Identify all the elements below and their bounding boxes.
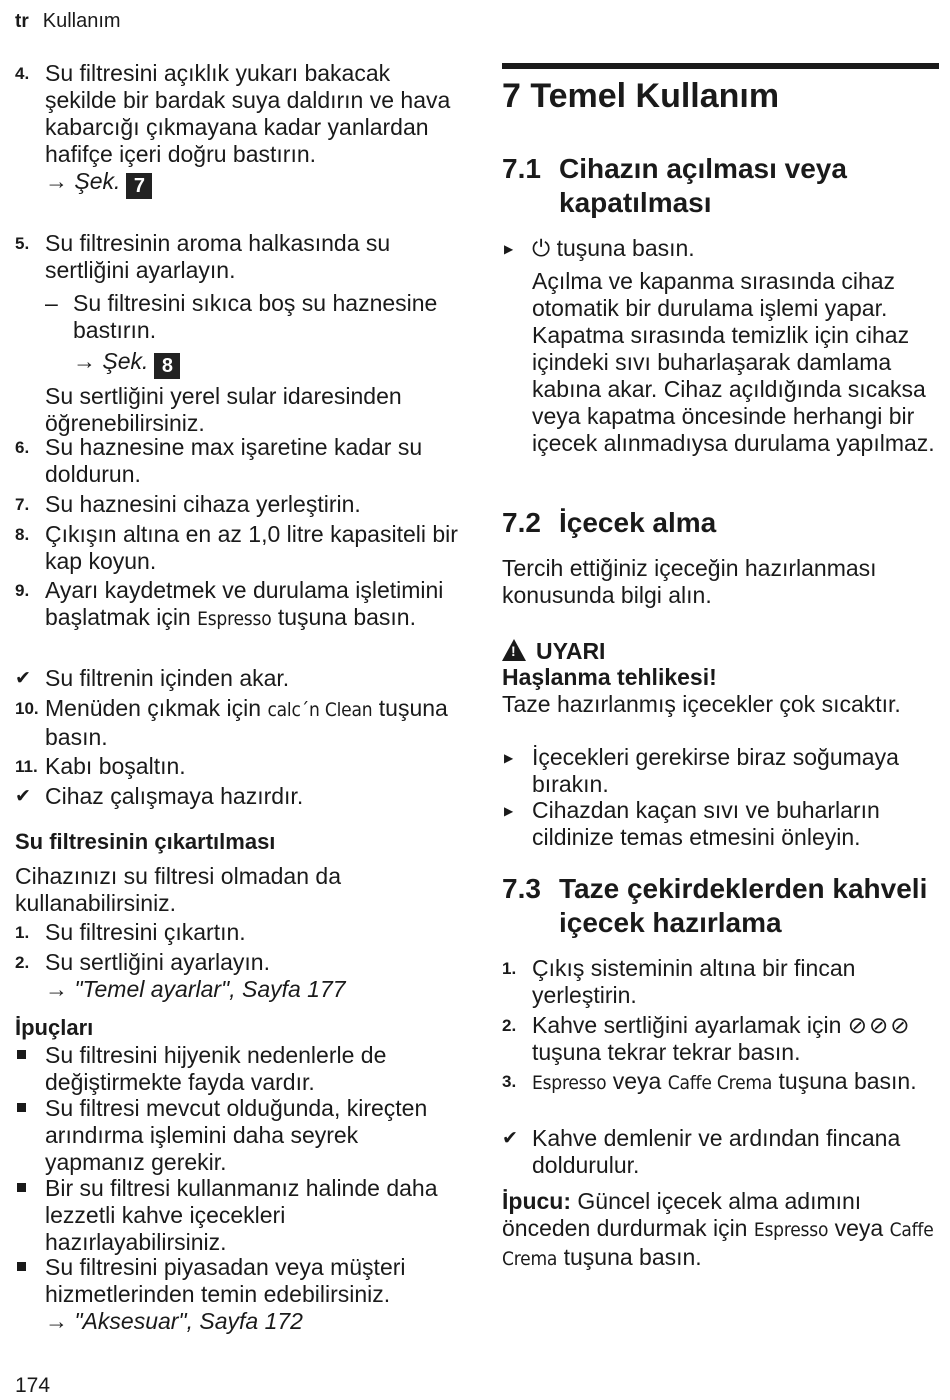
section-number: 7.3 [502, 873, 541, 904]
espresso-key: Espresso [197, 608, 272, 630]
step-text [45, 695, 460, 751]
step-text-b: tuşuna basın. [45, 695, 448, 750]
removal-step-2 [15, 949, 460, 1003]
figure-ref: → Şek. 8 [73, 348, 460, 379]
page-ref-text: "Aksesuar", Sayfa 172 [74, 1308, 303, 1334]
square-bullet-icon [17, 1262, 26, 1271]
step-text-mid: veya [612, 1068, 662, 1094]
section-label: Kullanım [42, 10, 121, 32]
step-number: 7. [15, 495, 30, 514]
step-text-a: Kahve sertliğini ayarlamak için [532, 1012, 842, 1038]
step-10 [15, 695, 460, 751]
step-text: Su filtresinin aroma halkasında su sertliğini ayarlayın. [45, 230, 391, 283]
coffee-step-3 [502, 1068, 942, 1097]
check-icon: ✔ [502, 1128, 518, 1149]
tip-text-a: Güncel içecek alma adımını önceden durdurmak için [502, 1188, 862, 1241]
step-7 [15, 491, 460, 518]
step-9 [15, 577, 460, 633]
figure-badge: 7 [126, 173, 152, 199]
tip-item [15, 1042, 460, 1096]
calc-clean-key: calc´n Clean [267, 699, 373, 721]
coffee-step-2 [502, 1012, 942, 1066]
step-text: Su sertliğini ayarlayın. [45, 949, 270, 975]
tip-item [15, 1254, 460, 1335]
step-text [532, 1068, 942, 1097]
step-11 [15, 753, 460, 780]
filter-removal-intro: Cihazınızı su filtresi olmadan da kullanabilirsiniz. [15, 863, 341, 916]
warning-action [502, 744, 942, 798]
square-bullet-icon [17, 1050, 26, 1059]
section-7-1-heading [502, 152, 942, 220]
step-8 [15, 521, 460, 575]
chapter-title: 7 Temel Kullanım [502, 77, 780, 115]
section-title: Cihazın açılması veya kapatılması [559, 153, 847, 218]
step-text: Su haznesini cihaza yerleştirin. [45, 491, 361, 517]
figure-badge: 8 [154, 353, 180, 379]
step-number: 9. [15, 581, 30, 600]
language-code: tr [15, 11, 29, 32]
coffee-step-1 [502, 955, 942, 1009]
step-note: Su sertliğini yerel sular idaresinden öğrenebilirsiniz. [45, 383, 402, 436]
step-number: 1. [15, 923, 30, 942]
tip-item [15, 1095, 460, 1176]
step-text [45, 577, 460, 633]
warning-action [502, 797, 942, 851]
check-icon: ✔ [15, 668, 31, 689]
section-number: 7.1 [502, 153, 541, 184]
step-number: 3. [502, 1072, 517, 1091]
espresso-key: Espresso [753, 1219, 829, 1241]
warning-title: Haşlanma tehlikesi! [502, 664, 717, 690]
body-text: Açılma ve kapanma sırasında cihaz otomatik bir durulama işlemi yapar. Kapatma sırasında temizlik için cihaz içindeki sıvı buharlaşarak damlama kabına akar. Cihaz açıldığında sıcaksa veya kapatma öncesinde herhangi bir içecek alınmadıysa durulama yapılmaz. [532, 268, 935, 456]
step-number: 2. [502, 1016, 517, 1035]
triangle-bullet-icon: ▶ [504, 242, 514, 256]
sub-step-text: Su filtresini sıkıca boş su haznesine bastırın. [73, 290, 438, 343]
step-5 [15, 230, 460, 437]
check-icon: ✔ [15, 786, 31, 807]
tip-text-mid: veya [834, 1215, 884, 1241]
power-icon: ⏻ [532, 235, 551, 261]
filter-removal-heading: Su filtresinin çıkartılması [15, 829, 276, 854]
step-number: 10. [15, 699, 39, 718]
step-text [532, 1012, 942, 1066]
espresso-key: Espresso [532, 1072, 607, 1094]
result-1 [15, 665, 460, 692]
step-text-a: Menüden çıkmak için [45, 695, 262, 721]
step-text: Çıkış sisteminin altına bir fincan yerleştirin. [532, 955, 856, 1008]
section-7-2-body: Tercih ettiğiniz içeceğin hazırlanması konusunda bilgi alın. [502, 555, 877, 608]
step-4 [15, 60, 460, 199]
triangle-bullet-icon: ▶ [504, 804, 514, 818]
step-text: Su haznesine max işaretine kadar su doldurun. [45, 434, 423, 487]
step-6 [15, 434, 460, 488]
page-ref: → "Aksesuar", Sayfa 172 [45, 1308, 303, 1334]
dash-bullet: – [45, 290, 58, 316]
tips-heading: İpuçları [15, 1015, 94, 1040]
square-bullet-icon [17, 1183, 26, 1192]
step-number: 5. [15, 234, 30, 253]
warning-label [502, 638, 605, 665]
step-text-a: Ayarı kaydetmek ve durulama işletimini başlatmak için [45, 577, 444, 630]
section-number: 7.2 [502, 507, 541, 538]
step-number: 6. [15, 438, 30, 457]
page-header [15, 9, 121, 34]
action-text: İçecekleri gerekirse biraz soğumaya bırakın. [532, 744, 899, 797]
chapter-rule [502, 63, 939, 69]
warning-label-text: UYARI [536, 638, 606, 664]
step-text: Çıkışın altına en az 1,0 litre kapasiteli bir kap koyun. [45, 521, 458, 574]
step-number: 8. [15, 525, 30, 544]
page-ref: → "Temel ayarlar", Sayfa 177 [45, 976, 346, 1002]
tip-text: Su filtresini piyasadan veya müşteri hizmetlerinden temin edebilirsiniz. [45, 1254, 406, 1307]
section-7-2-heading [502, 506, 942, 540]
result-text: Kahve demlenir ve ardından fincana doldurulur. [532, 1125, 901, 1178]
section-7-1-body [502, 268, 942, 457]
step-number: 11. [15, 757, 38, 776]
step-number: 4. [15, 64, 30, 83]
coffee-result [502, 1125, 942, 1179]
page-number: 174 [15, 1374, 51, 1397]
tip-label: İpucu: [502, 1188, 571, 1214]
result-2 [15, 783, 460, 810]
tip-paragraph [502, 1188, 942, 1273]
step-number: 1. [502, 959, 517, 978]
square-bullet-icon [17, 1103, 26, 1112]
bean-strength-icon: ⊘⊘⊘ [847, 1012, 912, 1038]
triangle-bullet-icon: ▶ [504, 751, 514, 765]
step-text: Kabı boşaltın. [45, 753, 186, 779]
result-text: Su filtrenin içinden akar. [45, 665, 290, 691]
step-text-b: tuşuna tekrar tekrar basın. [532, 1039, 801, 1065]
step-text: Su filtresini açıklık yukarı bakacak şekilde bir bardak suya daldırın ve hava kabarcığı çıkmayana kadar yanlardan hafifçe içeri doğru bastırın. [45, 60, 451, 167]
step-number: 2. [15, 953, 30, 972]
tip-text-b: tuşuna basın. [563, 1244, 702, 1270]
warning-body: Taze hazırlanmış içecekler çok sıcaktır. [502, 691, 901, 717]
section-title: Taze çekirdeklerden kahveli içecek hazırlama [559, 873, 928, 938]
figure-ref-label: Şek. [102, 348, 149, 374]
caffe-crema-key: Caffe Crema [667, 1072, 773, 1094]
section-7-3-heading [502, 872, 942, 940]
caffe-crema-key: Caffe Crema [502, 1219, 934, 1270]
removal-step-1 [15, 919, 460, 946]
tip-text: Bir su filtresi kullanmanız halinde daha lezzetli kahve içecekleri hazırlayabilirsiniz. [45, 1175, 438, 1255]
action-text: Cihazdan kaçan sıvı ve buharların cildinize temas etmesini önleyin. [532, 797, 880, 850]
section-title: İçecek alma [559, 507, 717, 538]
step-text: Su filtresini çıkartın. [45, 919, 246, 945]
tip-item [15, 1175, 460, 1256]
result-text: Cihaz çalışmaya hazırdır. [45, 783, 304, 809]
figure-ref-label: Şek. [74, 168, 121, 194]
power-step [502, 235, 942, 262]
step-text [532, 235, 942, 262]
warning-triangle-icon [502, 639, 526, 661]
step-text-b: tuşuna basın. [556, 235, 695, 261]
page-ref-text: "Temel ayarlar", Sayfa 177 [74, 976, 346, 1002]
tip-text: Su filtresi mevcut olduğunda, kireçten arındırma işlemini daha seyrek yapmanız gerekir. [45, 1095, 428, 1175]
step-text-b: tuşuna basın. [277, 604, 416, 630]
figure-ref: → Şek. 7 [45, 168, 460, 199]
step-text-b: tuşuna basın. [778, 1068, 917, 1094]
tip-text: Su filtresini hijyenik nedenlerle de değiştirmekte fayda vardır. [45, 1042, 387, 1095]
